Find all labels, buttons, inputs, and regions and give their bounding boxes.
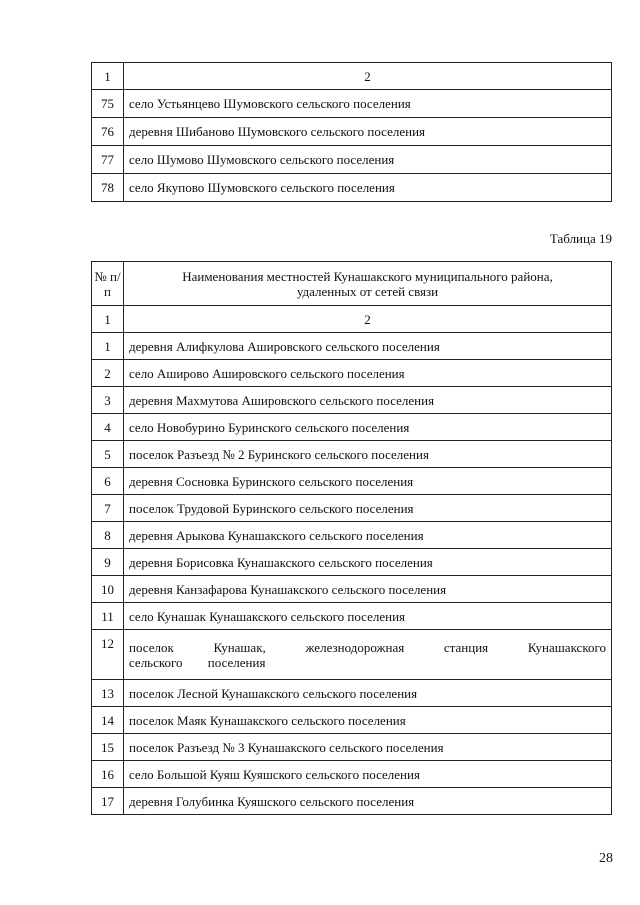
- row-number: 11: [92, 603, 124, 630]
- locality-name: поселок Маяк Кунашакского сельского поселения: [124, 707, 612, 734]
- row-number: 75: [92, 90, 124, 118]
- row-number: 12: [92, 630, 124, 680]
- table-header-row: [92, 262, 612, 306]
- row-number: 1: [92, 333, 124, 360]
- row-number: 9: [92, 549, 124, 576]
- locality-name: село Устьянцево Шумовского сельского поселения: [124, 90, 612, 118]
- row-number: 78: [92, 174, 124, 202]
- row-number: 14: [92, 707, 124, 734]
- table-19: [91, 261, 612, 815]
- table-row: [92, 118, 612, 146]
- row-number: 6: [92, 468, 124, 495]
- table-row: [92, 522, 612, 549]
- table-row: [92, 603, 612, 630]
- row-number: 17: [92, 788, 124, 815]
- table-row: [92, 441, 612, 468]
- row-number: 10: [92, 576, 124, 603]
- table-row: [92, 680, 612, 707]
- header-number: № п/п: [92, 262, 124, 306]
- locality-name: село Новобурино Буринского сельского поселения: [124, 414, 612, 441]
- table-continued: [91, 62, 612, 202]
- row-number: 15: [92, 734, 124, 761]
- table-row: [92, 549, 612, 576]
- row-number: 5: [92, 441, 124, 468]
- table-row: [92, 387, 612, 414]
- locality-name: деревня Арыкова Кунашакского сельского поселения: [124, 522, 612, 549]
- locality-name: поселок Кунашак, железнодорожная станция Кунашакского сельского поселения: [124, 630, 612, 680]
- column-index-2: 2: [124, 306, 612, 333]
- table-row: [92, 333, 612, 360]
- locality-name: деревня Голубинка Куяшского сельского поселения: [124, 788, 612, 815]
- table-row: [92, 90, 612, 118]
- table-row: [92, 360, 612, 387]
- row-number: 8: [92, 522, 124, 549]
- row-number: 76: [92, 118, 124, 146]
- locality-name: поселок Разъезд № 3 Кунашакского сельского поселения: [124, 734, 612, 761]
- table-row: [92, 146, 612, 174]
- locality-name: поселок Трудовой Буринского сельского поселения: [124, 495, 612, 522]
- column-index-2: 2: [124, 63, 612, 90]
- table-row: [92, 630, 612, 680]
- locality-name: деревня Борисовка Кунашакского сельского поселения: [124, 549, 612, 576]
- locality-name: деревня Алифкулова Ашировского сельского поселения: [124, 333, 612, 360]
- table-index-row: [92, 306, 612, 333]
- locality-name: село Шумово Шумовского сельского поселения: [124, 146, 612, 174]
- locality-name: село Большой Куяш Куяшского сельского поселения: [124, 761, 612, 788]
- column-index-1: 1: [92, 306, 124, 333]
- table-row: [92, 576, 612, 603]
- column-index-1: 1: [92, 63, 124, 90]
- row-number: 16: [92, 761, 124, 788]
- table-row: [92, 174, 612, 202]
- locality-name: село Кунашак Кунашакского сельского поселения: [124, 603, 612, 630]
- row-number: 2: [92, 360, 124, 387]
- header-title: Наименования местностей Кунашакского муниципального района, удаленных от сетей связи: [124, 262, 612, 306]
- table-row: [92, 788, 612, 815]
- locality-name: поселок Лесной Кунашакского сельского поселения: [124, 680, 612, 707]
- locality-name: деревня Сосновка Буринского сельского поселения: [124, 468, 612, 495]
- table-row: [92, 468, 612, 495]
- locality-name: село Аширово Ашировского сельского поселения: [124, 360, 612, 387]
- row-number: 7: [92, 495, 124, 522]
- table-row: [92, 495, 612, 522]
- table-row: [92, 734, 612, 761]
- locality-name: деревня Шибаново Шумовского сельского поселения: [124, 118, 612, 146]
- row-number: 3: [92, 387, 124, 414]
- row-number: 77: [92, 146, 124, 174]
- page-number: 28: [599, 851, 613, 866]
- row-number: 4: [92, 414, 124, 441]
- table-row: [92, 414, 612, 441]
- locality-name: деревня Махмутова Ашировского сельского поселения: [124, 387, 612, 414]
- locality-name: деревня Канзафарова Кунашакского сельского поселения: [124, 576, 612, 603]
- locality-name: село Якупово Шумовского сельского поселения: [124, 174, 612, 202]
- locality-name: поселок Разъезд № 2 Буринского сельского поселения: [124, 441, 612, 468]
- row-number: 13: [92, 680, 124, 707]
- table-row: [92, 707, 612, 734]
- table-index-row: [92, 63, 612, 90]
- table-caption: Таблица 19: [549, 231, 612, 246]
- table-row: [92, 761, 612, 788]
